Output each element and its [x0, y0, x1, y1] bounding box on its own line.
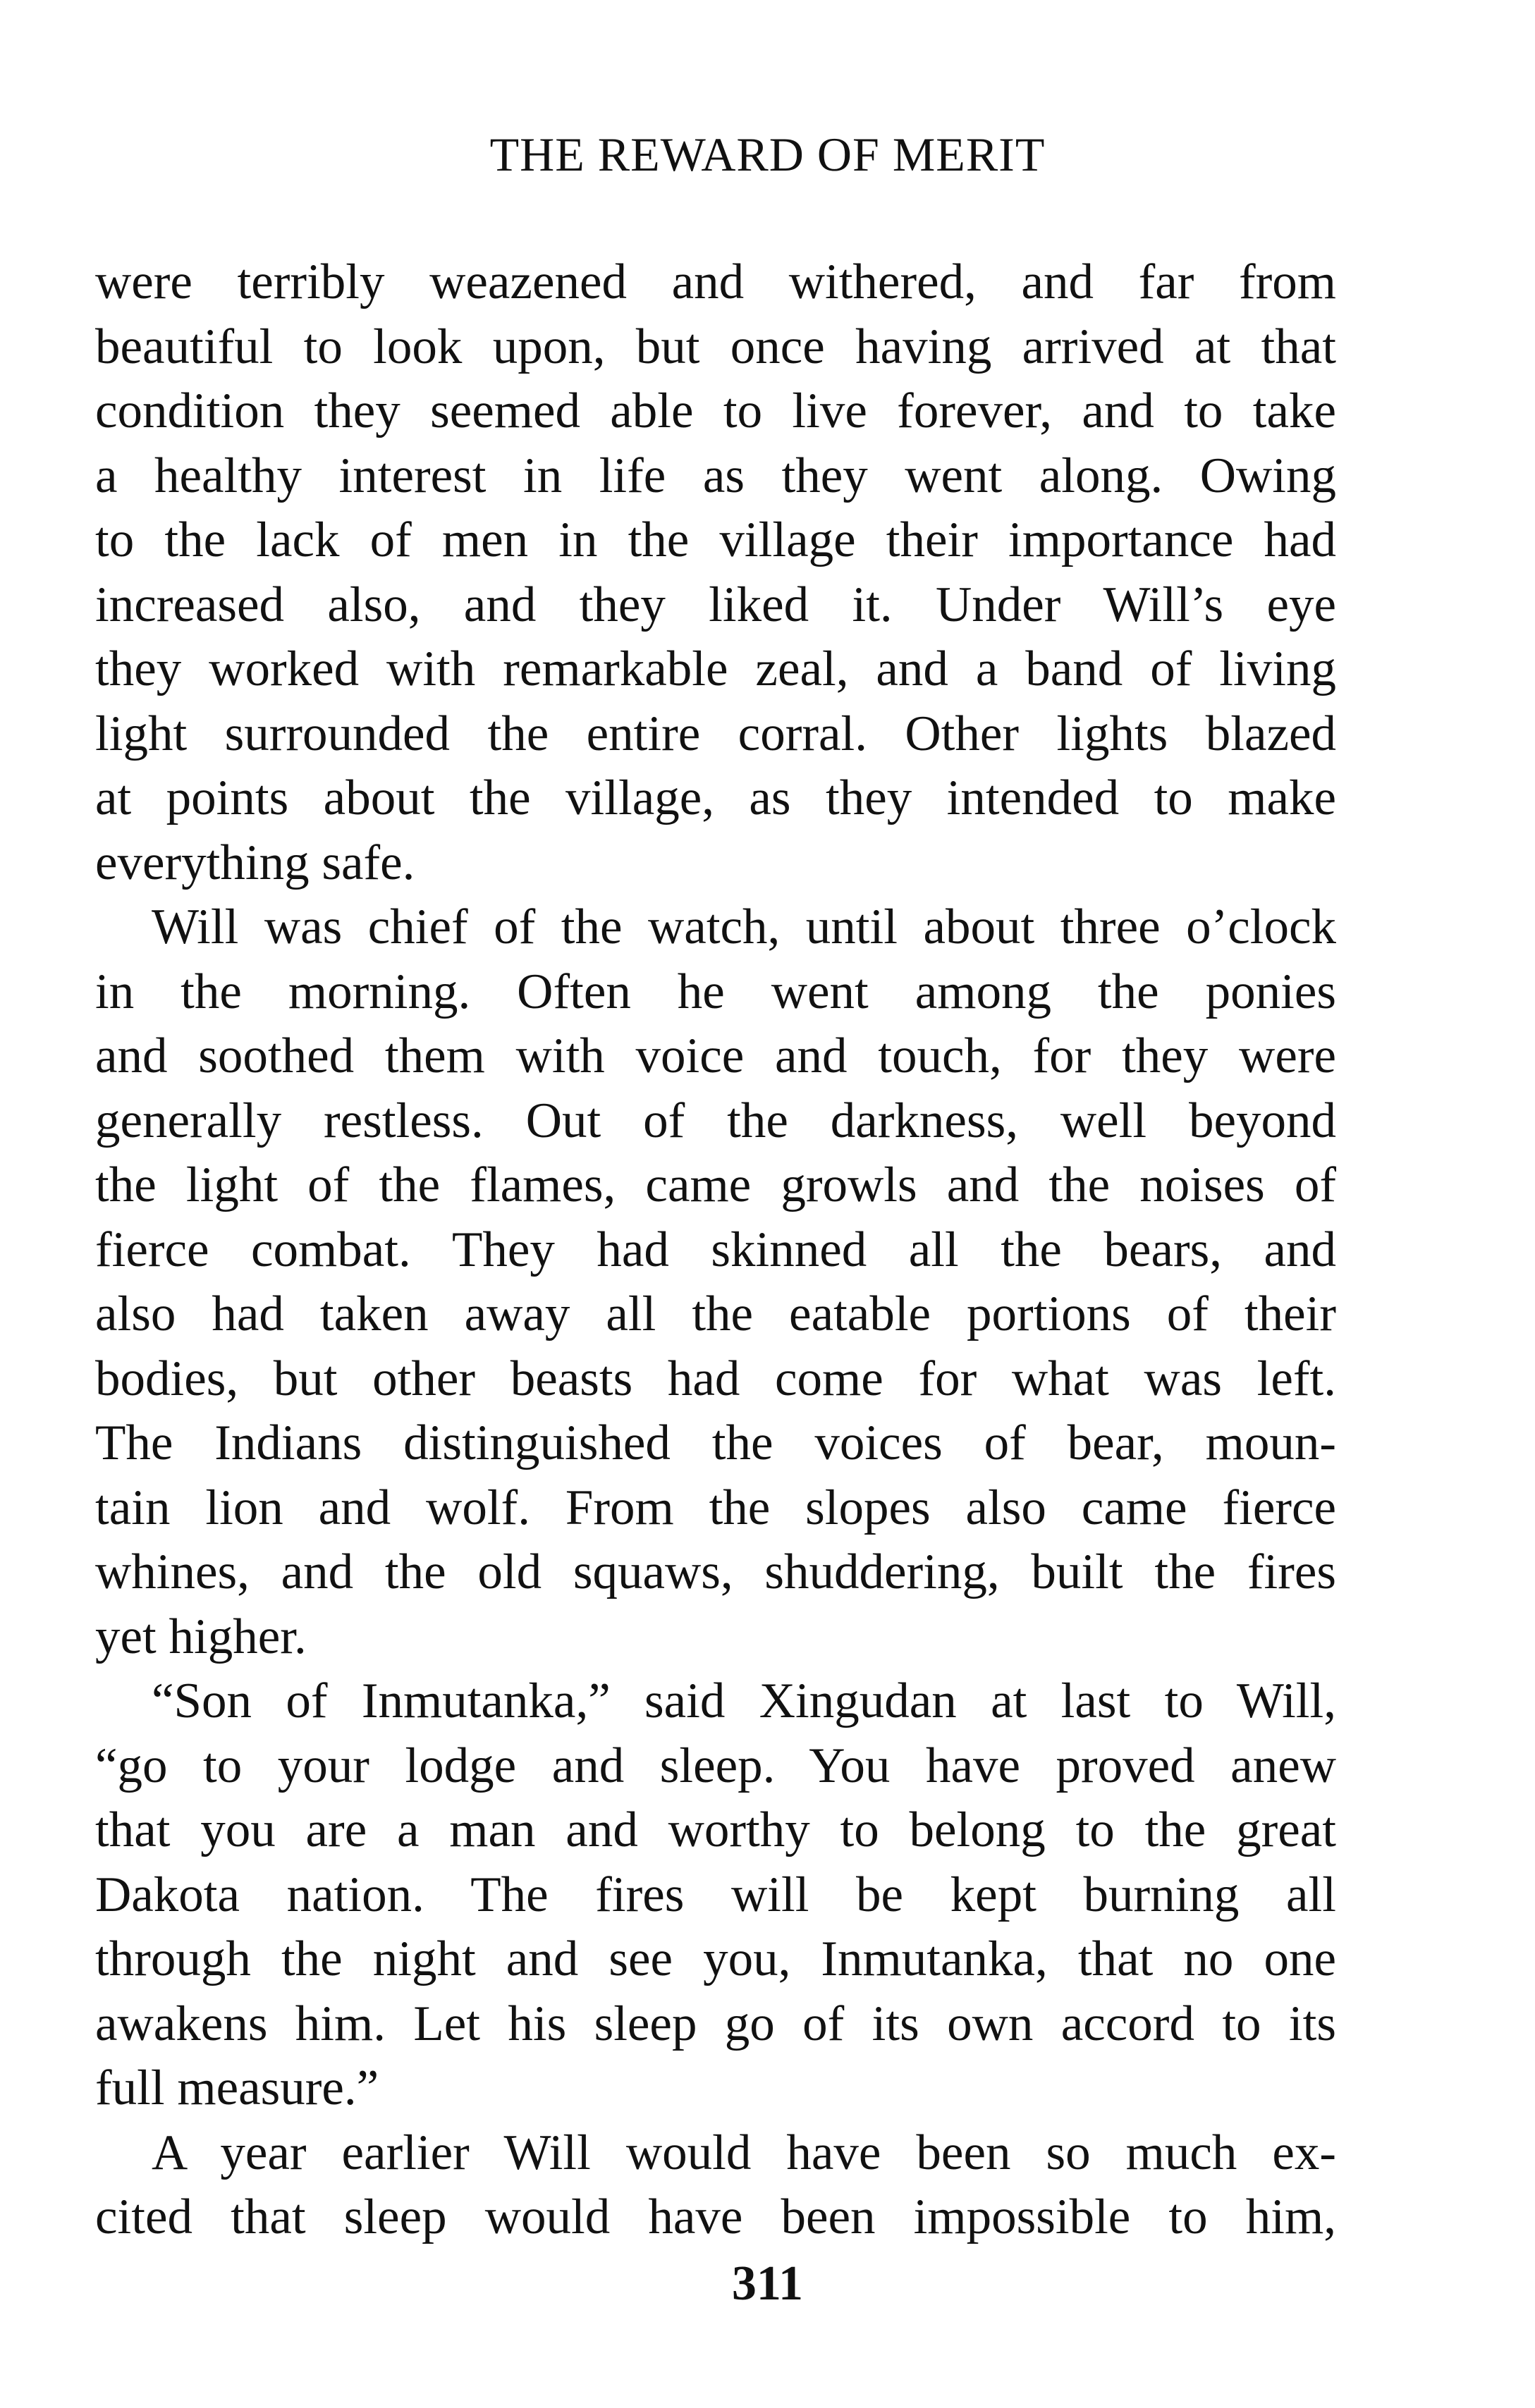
text-line: full measure.”: [95, 2060, 379, 2115]
text-line: everything safe.: [95, 835, 415, 890]
text-line: beautiful to look upon, but once having arrived at that: [95, 319, 1336, 374]
text-line: that you are a man and worthy to belong to the great: [95, 1802, 1336, 1857]
text-line: yet higher.: [95, 1609, 307, 1664]
text-line: also had taken away all the eatable portions of their: [95, 1286, 1336, 1341]
running-head: THE REWARD OF MERIT: [489, 128, 1046, 181]
text-line: The Indians distinguished the voices of bear, moun-: [95, 1415, 1336, 1470]
text-line: awakens him. Let his sleep go of its own accord to its: [95, 1996, 1336, 2051]
text-line: in the morning. Often he went among the ponies: [95, 964, 1336, 1019]
body-text: [95, 250, 1336, 2250]
text-line: the light of the flames, came growls and the noises of: [95, 1157, 1336, 1212]
text-line: and soothed them with voice and touch, for they were: [95, 1028, 1336, 1083]
text-line: “Son of Inmutanka,” said Xingudan at last to Will,: [152, 1673, 1336, 1728]
text-line: to the lack of men in the village their importance had: [95, 512, 1336, 567]
text-line: “go to your lodge and sleep. You have proved anew: [95, 1738, 1336, 1793]
text-line: cited that sleep would have been impossible to him,: [95, 2189, 1336, 2244]
text-line: tain lion and wolf. From the slopes also came fierce: [95, 1480, 1336, 1535]
text-line: Will was chief of the watch, until about three o’clock: [152, 899, 1336, 954]
page-number: 311: [731, 2256, 804, 2311]
text-line: A year earlier Will would have been so much ex-: [152, 2125, 1336, 2180]
text-line: condition they seemed able to live forever, and to take: [95, 383, 1336, 438]
text-line: increased also, and they liked it. Under Will’s eye: [95, 577, 1336, 632]
text-line: Dakota nation. The fires will be kept burning all: [95, 1867, 1336, 1922]
text-line: generally restless. Out of the darkness, well beyond: [95, 1093, 1336, 1148]
text-line: light surrounded the entire corral. Other lights blazed: [95, 706, 1336, 761]
text-line: were terribly weazened and withered, and far from: [95, 254, 1336, 309]
text-line: they worked with remarkable zeal, and a band of living: [95, 641, 1336, 696]
text-line: whines, and the old squaws, shuddering, built the fires: [95, 1544, 1336, 1599]
text-line: bodies, but other beasts had come for what was left.: [95, 1351, 1336, 1406]
text-line: fierce combat. They had skinned all the bears, and: [95, 1222, 1336, 1277]
text-line: at points about the village, as they intended to make: [95, 770, 1336, 825]
text-line: a healthy interest in life as they went along. Owing: [95, 448, 1336, 503]
text-line: through the night and see you, Inmutanka, that no one: [95, 1931, 1336, 1986]
